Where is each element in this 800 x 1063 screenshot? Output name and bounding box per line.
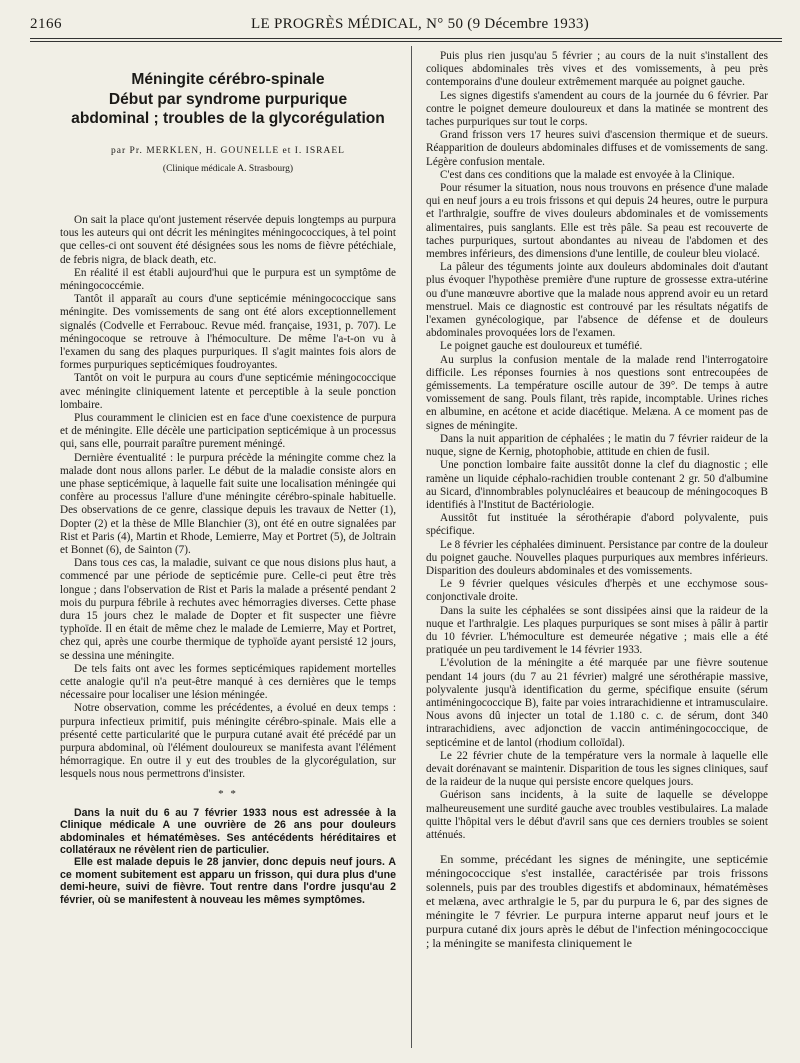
paragraph: Grand frisson vers 17 heures suivi d'ascension thermique et de sueurs. Réapparition de douleurs abdominales diffuses et de vomissements de sang. Légère confusion mentale. [426,129,768,168]
running-header [30,16,782,36]
article-body-left [60,214,396,906]
authors-line: par Pr. MERKLEN, H. GOUNELLE et I. ISRAEL [111,145,345,156]
section-separator: * * [218,787,238,800]
case-paragraph: Dans la nuit du 6 au 7 février 1933 nous est adressée à la Clinique médicale A une ouvrière de 26 ans pour douleurs abdominales et hématémèses. Ses antécédents héréditaires et collatéraux ne révèlent rien de particulier. [60,806,396,857]
summary-paragraph: En somme, précédant les signes de méningite, une septicémie méningococcique s'est installée, caractérisée par trois frissons solennels, puis par des troubles digestifs et abdominaux, hématémèses et melæna, avec arthralgie le 5, par du purpura le 6, par des signes de méningite le 7 février. Le purpura interne apparut neuf jours et le purpura cutané dix jours après le début de l'infection méningococcique ; la méningite se manifesta cliniquement le [426,852,768,951]
paragraph: On sait la place qu'ont justement réservée depuis longtemps au purpura tous les auteurs qui ont décrit les méningites méningococciques, à tel point que celles-ci ont souvent été désignées sous les noms de fièvre pétéchiale, de febris nigra, de black death, etc. [60,213,396,266]
paragraph: De tels faits ont avec les formes septicémiques rapidement mortelles cette analogie qu'il n'a peut-être manqué à ces dernières que le temps nécessaire pour localiser une lésion méningée. [60,662,396,702]
paragraph: Le poignet gauche est douloureux et tuméfié. [440,340,643,353]
header-rule-double [30,41,782,42]
paragraph: L'évolution de la méningite a été marquée par une fièvre soutenue pendant 14 jours (du 7 au 21 février) malgré une sérothérapie massive, polyvalente jusqu'à identification du germe, spécifique ensuite (sérum antiméningococcique B), faite par voies intrarachidienne et intramusculaire. Nous avons dû injecter un total de 1.180 c. c. de sérum, dont 340 intrarachidiens, avec adjonction de vaccin antiméningococcique, de septicémine et de lantol (rhodium colloïdal). [426,657,768,749]
paragraph: Dans la suite les céphalées se sont dissipées ainsi que la raideur de la nuque et l'arthralgie. Les plaques purpuriques se sont mises à pâlir à partir du 10 février. L'hémoculture est demeurée négative ; mais elle a été pratiquée un peu tardivement le 14 février 1933. [426,604,768,657]
paragraph: Notre observation, comme les précédentes, a évolué en deux temps : purpura infectieux primitif, puis méningite cérébro-spinale. Mais elle a présenté cette particularité que le purpura cutané avait été précédé par un purpura abdominal, où l'élément douloureux se manifesta avant l'élément hémorragique. En outre il y eut des troubles de la glycorégulation, sur lesquels nous nous permettrons d'insister. [60,702,396,781]
page-number: 2166 [30,16,62,32]
paragraph: C'est dans ces conditions que la malade est envoyée à la Clinique. [440,168,735,181]
header-rule [30,38,782,39]
paragraph: Le 9 février quelques vésicules d'herpès et une ecchymose sous-conjonctivale droite. [426,578,768,604]
paragraph: Guérison sans incidents, à la suite de laquelle se développe malheureusement une surdité gauche avec troubles vestibulaires. La malade quitte l'hôpital vers le début d'avril sans que ces derniers troubles se soient atténués. [426,789,768,841]
paragraph: Plus couramment le clinicien est en face d'une coexistence de purpura et de méningite. Elle décèle une participation septicémique à un processus qui, sans elle, pourrait paraître purement méningé. [60,411,396,451]
column-divider [411,46,412,1048]
paragraph: Au surplus la confusion mentale de la malade rend l'interrogatoire difficile. Les réponses fournies à nos questions sont entrecoupées de gémissements. La température oscille autour de 39°. De temps à autre vomissement de sang. Pouls filant, très rapide, incomptable. Urines riches en albumine, en acétone et acide diacétique. Melæna. A ce moment pas de signes de méningite. [426,353,768,432]
paragraph: Les signes digestifs s'amendent au cours de la journée du 6 février. Par contre le poignet demeure douloureux et dans la matinée se montrent des taches purpuriques sur tout le corps. [426,89,768,129]
paragraph: Une ponction lombaire faite aussitôt donne la clef du diagnostic ; elle ramène un liquide céphalo-rachidien trouble contenant 2 gr. 50 d'albumine au Sicard, d'innombrables polynucléaires et beaucoup de méningocoques B identifiés à l'Institut de Bactériologie. [426,459,768,511]
left-column [60,44,396,1049]
paragraph: Le 8 février les céphalées diminuent. Persistance par contre de la douleur du poignet gauche. Nouvelles plaques purpuriques aux membres inférieurs. Disparition des douleurs abdominales et des vomissements. [426,538,768,577]
clinic-affiliation: (Clinique médicale A. Strasbourg) [162,163,294,174]
article-title [60,70,396,129]
paragraph: Dernière éventualité : le purpura précède la méningite comme chez la malade dont nous allons parler. Le début de la maladie consiste alors en une phase septicémique, à laquelle fait suite une localisation méningée qui confère au processus l'allure d'une méningite cérébro-spinale habituelle. Des observations de ce genre, classique depuis les travaux de Netter (1), Dopter (2) et la thèse de Mlle Blanchier (3), ont été en outre signalées par Rist et Paris (4), Martin et Rhode, Lemierre, May et Portret (5), de Joltrain et Bonnet (6), de Sainton (7). [60,451,396,556]
paragraph: Le 22 février chute de la température vers la normale à laquelle elle devait dorénavant se maintenir. Disparition de tous les signes cliniques, sauf de la raideur de la nuque qui persiste encore quelques jours. [426,749,768,789]
title-line: abdominal ; troubles de la glycorégulation [71,110,385,127]
paragraph: Tantôt il apparaît au cours d'une septicémie méningococcique sans méningite. Des vomissements de sang ont été alors exceptionnellement signalés (Codvelle et Ferrabouc. Revue méd. française, 1931, p. 707). Le méningocoque se retrouve à l'hémoculture. De même l'a-t-on vu à l'examen du sang des plaques purpuriques. Il s'agit maintes fois alors de formes purpuriques septicémiques foudroyantes. [60,293,396,372]
paragraph: La pâleur des téguments jointe aux douleurs abdominales doit d'autant plus évoquer l'hypothèse première d'une rupture de grossesse extra-utérine ou d'une manœuvre abortive que la malade nous apprend avoir eu un retard menstruel. Mais ce diagnostic est controuvé par les résultats négatifs de l'examen gynécologique, par l'absence de défense et de douleurs abdominales provoquées lors de l'examen. [426,261,768,340]
paragraph: Dans tous ces cas, la maladie, suivant ce que nous disions plus haut, a commencé par une période de septicémie pure. Celle-ci peut être très longue ; dans l'observation de Rist et Paris la malade a présenté pendant 2 mois du purpura fébrile à rechutes avec hémorragies diverses. Cette phase dura 15 jours chez le malade de Dopter et fit suspecter une fièvre typhoïde. Il en était de même chez le malade de Lemierre, May et Portret, chez qui, après une courbe thermique de typhoïde ayant persisté 12 jours, se dessina une méningite. [60,557,396,662]
paragraph: En réalité il est établi aujourd'hui que le purpura est un symptôme de méningococcémie. [60,266,396,292]
right-column [426,50,768,1055]
title-line: Méningite cérébro-spinale [131,71,325,88]
journal-title: LE PROGRÈS MÉDICAL, N° 50 (9 Décembre 1933) [250,16,590,32]
paragraph: Tantôt on voit le purpura au cours d'une septicémie méningococcique avec méningite cliniquement latente et perceptible à la seule ponction lombaire. [60,372,396,411]
case-paragraph: Elle est malade depuis le 28 janvier, donc depuis neuf jours. A ce moment subitement est apparu un frisson, qui dura plus d'une demi-heure, suivi de fièvre. Tout rentre dans l'ordre jusqu'au 2 février, où se manifestent à nouveau les mêmes symptômes. [60,856,396,906]
paragraph: Pour résumer la situation, nous nous trouvons en présence d'une malade qui en neuf jours a eu trois frissons et qui depuis 24 heures, outre le purpura et l'arthralgie, souffre de vives douleurs abdominales et de vomissements alimentaires, puis sanglants. Elle est très pâle. Sa peau est recouverte de taches purpuriques, surtout abondantes au niveau de l'abdomen et des membres inférieurs, des dimensions d'une lentille, de couleur bleu violacé. [426,182,768,261]
title-line: Début par syndrome purpurique [108,90,348,108]
paragraph: Aussitôt fut instituée la sérothérapie d'abord polyvalente, puis spécifique. [426,512,768,538]
paragraph: Puis plus rien jusqu'au 5 février ; au cours de la nuit s'installent des coliques abdominales très vives et des vomissements, à peu près contemporains d'une douleur extrêmement marquée au poignet gauche. [426,50,768,89]
paragraph: Dans la nuit apparition de céphalées ; le matin du 7 février raideur de la nuque, signe de Kernig, photophobie, attitude en chien de fusil. [426,432,768,459]
